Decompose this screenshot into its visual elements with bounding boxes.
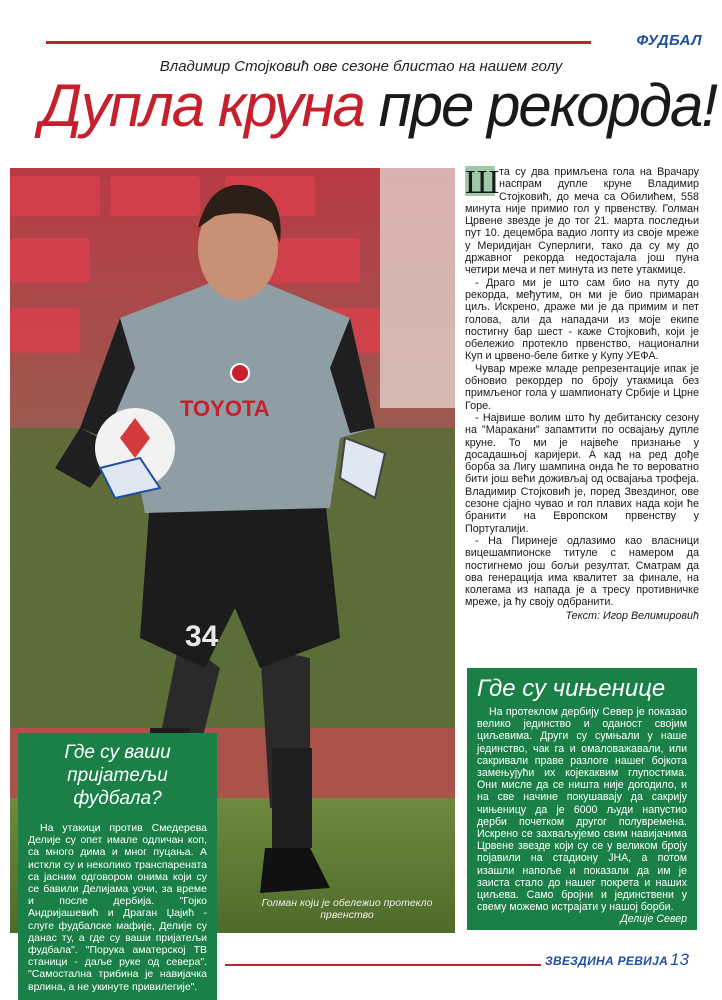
friends-box-title-line1: Где су ваши xyxy=(64,742,171,763)
facts-box-signature: Делије Север xyxy=(620,913,687,926)
kicker: Владимир Стојковић ове сезоне блистао на нашем голу xyxy=(159,58,563,75)
shirt-sponsor: TOYOTA xyxy=(180,396,270,421)
article-paragraph xyxy=(465,166,699,277)
shirt-number: 34 xyxy=(185,620,219,653)
section-label: ФУДБАЛ xyxy=(636,32,702,49)
dropcap: Ш xyxy=(465,164,500,201)
article-paragraph: - На Пиринеје одлазимо као власници вицешампионске титуле с намером да постигнемо још бољи резултат. Сматрам да ова генерација има квалитет за финале, на колегама из напада је а тресу противничке мреже, ја ћу своју одбранити. xyxy=(465,534,699,609)
page-number: 13 xyxy=(670,950,689,969)
friends-of-football-box xyxy=(18,733,217,1000)
facts-box xyxy=(467,668,697,930)
photo-caption: Голман који је обележио протекло првенство xyxy=(261,897,433,921)
friends-box-title-line2: пријатељи фудбала? xyxy=(67,765,168,809)
facts-box-body: На протеклом дербију Север је показао велико јединство и оданост својим циљевима. Други су сумњали у наше јединство, чак га и омаловажавали, или сакривали праве разлоге нашег бојкота замењујући их којекаквим глупостима. Они мисле да се ништа није догодило, и на све начине покушавају да сакрију чињеницу да је 6000 људи напустио дерби почетком другог полувремена. Искрено се захваљујемо свим навијачима Црвене звезде који су се у великом броју појавили на стадиону ЈНА, а потом изашли напоље и показали да им је заиста стало до нашег покрета и наших циљева. Само бројни и јединствени у свему можемо истрајати у нашој борби. xyxy=(477,706,687,914)
article-paragraph: - Драго ми је што сам био на путу до рекорда, међутим, он ми је био примаран циљ. Искрено, драже ми је да примим и пет голова, али да нападачи из моје екипе постигну бар шест - каже Стојковић, који је обележио протекло првенство, национални Куп и црвено-беле битке у Купу УЕФА. xyxy=(465,276,699,363)
article-paragraph: Чувар мреже младе репрезентације ипак је обновио рекордер по броју утакмица без примљеног гола у шампионату Србије и Црне Горе. xyxy=(465,362,699,412)
magazine-name: ЗВЕЗДИНА РЕВИЈА xyxy=(545,954,669,968)
paragraph-text: та су два примљена гола на Врачару наспрам дупле круне Владимир Стојковић, до меча са Обилићем, 558 минута није примио гол у првенству. Голман Црвене звезде је до тог 21. марта последњи пут 10. децембра вадио лопту из своје мреже у Меридијан Суперлиги, тако да су му до државног рекорда недостајала још пуна четири меча и пет минута из пете утакмице. xyxy=(465,166,699,277)
article-body xyxy=(465,166,699,622)
footer-rule xyxy=(225,964,541,966)
friends-box-title xyxy=(28,741,207,810)
friends-box-body: На утакици против Смедерева Делије су опет имале одличан коп, са много дима и мног пуцања. А исткли су и неколико транспарената са јасним одговором онима који су се бавили Делијама уочи, за време и после дербија. "Гојко Андријашевић и Драган Џајић - слуге фудбалске мафије, Делије су данас ту, а где су ваши пријатељи фудбала". "Порука аматерској ТВ станици - даље руке од севера". "Самостална трибина је навијачка врлина, а не укинуте привилегије". xyxy=(28,822,207,993)
headline-red: Дупла круна xyxy=(40,72,364,139)
top-rule xyxy=(46,41,591,44)
headline xyxy=(40,68,717,144)
article-paragraph: - Највише волим што ћу дебитанску сезону на "Маракани" запамтити по освајању дупле круне. То ми је највеће признање у досадашњој каријери. А кад на ред дође борба за Лигу шампина онда ће то вероватно бити још већи доживљај од освајања трофеја. Владимир Стојковић је, поред Звездиног, ове сезоне сјајно чувао и гол плавих нада који ће бранити на Европском првенству у Португалији. xyxy=(465,411,699,535)
facts-box-title: Где су чињенице xyxy=(477,675,666,702)
headline-black: пре рекорда! xyxy=(378,72,717,139)
byline: Текст: Игор Велимировић xyxy=(565,609,699,622)
